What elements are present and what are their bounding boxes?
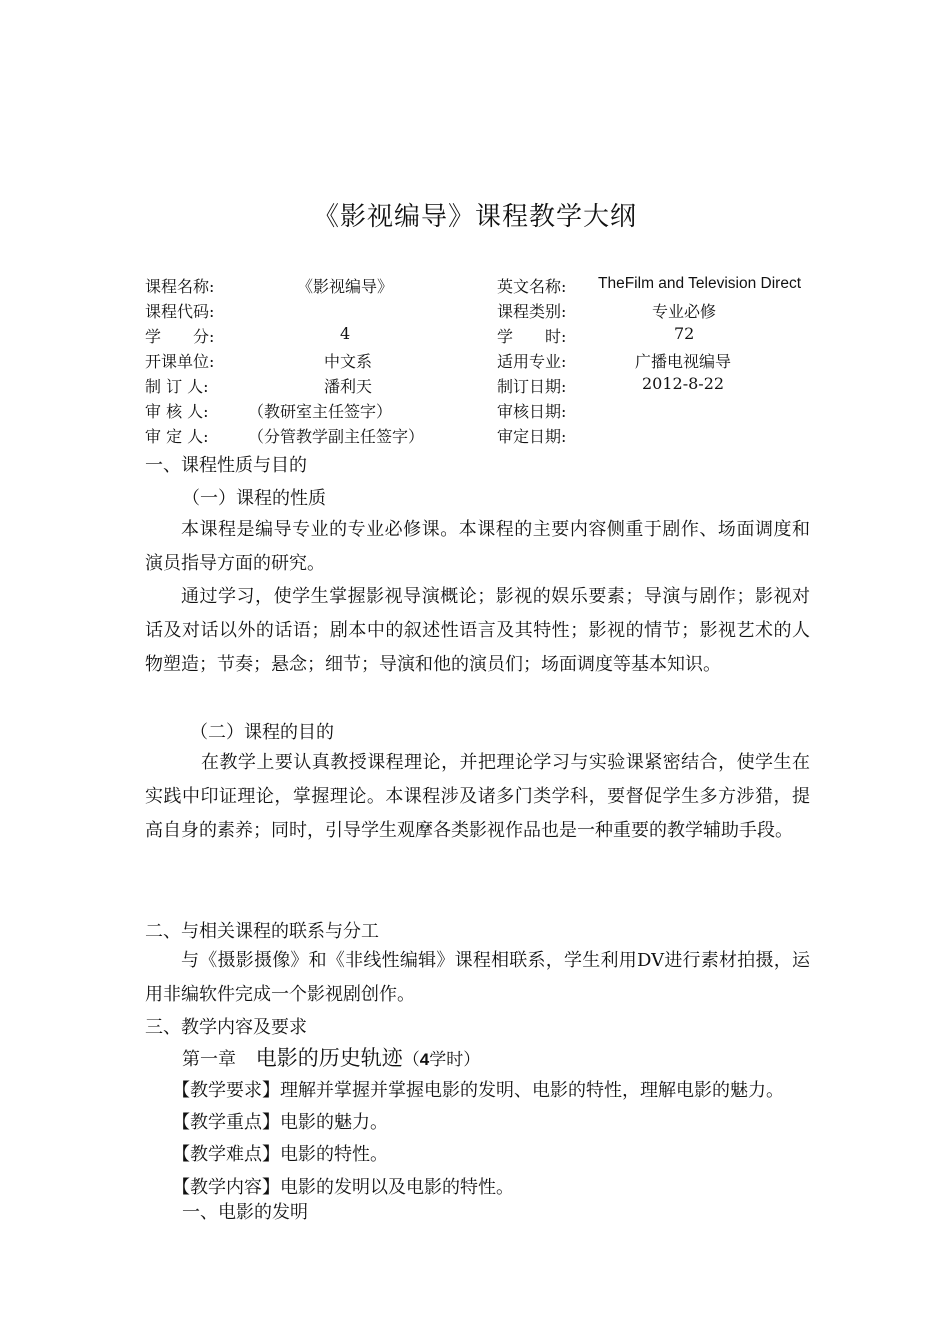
author-date-value: 2012-8-22 (642, 374, 725, 393)
reviewer-label: 审 核 人: (145, 402, 209, 421)
chapter-prefix: 第一章 (182, 1049, 236, 1070)
credit-value: 4 (340, 324, 351, 343)
chapter-heading (182, 1042, 480, 1072)
reviewer-value: （教研室主任签字） (248, 402, 393, 421)
credit-label: 学 分: (145, 327, 215, 346)
review-date-label: 审核日期: (497, 402, 567, 421)
author-date-label: 制订日期: (497, 377, 567, 396)
teaching-key-point: 【教学重点】电影的魅力。 (172, 1112, 388, 1133)
approver-label: 审 定 人: (145, 427, 209, 446)
approver-value: （分管教学副主任签字） (248, 427, 425, 446)
chapter-name: 电影的历史轨迹 (255, 1046, 403, 1070)
course-name-value: 《影视编导》 (297, 277, 394, 296)
chapter-hours-unit: 学时） (429, 1050, 481, 1070)
approve-date-label: 审定日期: (497, 427, 567, 446)
section1-paragraph-1: 本课程是编导专业的专业必修课。本课程的主要内容侧重于剧作、场面调度和演员指导方面的研究。 (145, 519, 810, 574)
document-title: 《影视编导》课程教学大纲 (312, 202, 637, 232)
course-type-label: 课程类别: (497, 302, 567, 321)
section1-paragraph-2: 通过学习，使学生掌握影视导演概论；影视的娱乐要素；导演与剧作；影视对话及对话以外的话语；剧本中的叙述性语言及其特性；影视的情节；影视艺术的人物塑造；节奏；悬念；细节；导演和他的演员们；场面调度等基本知识。 (145, 586, 810, 675)
section1-paragraph-3: 在教学上要认真教授课程理论，并把理论学习与实验课紧密结合，使学生在实践中印证理论，掌握理论。本课程涉及诸多门类学科，要督促学生多方涉猎，提高自身的素养；同时，引导学生观摩各类影视作品也是一种重要的教学辅助手段。 (145, 752, 810, 841)
author-value: 潘利天 (324, 377, 373, 396)
teaching-difficulty: 【教学难点】电影的特性。 (172, 1144, 388, 1165)
author-label: 制 订 人: (145, 377, 209, 396)
section3-heading: 三、教学内容及要求 (145, 1017, 307, 1038)
course-type-value: 专业必修 (652, 302, 717, 321)
course-name-label: 课程名称: (145, 277, 215, 296)
teaching-content: 【教学内容】电影的发明以及电影的特性。 (172, 1177, 514, 1198)
chapter-hours-number: 4 (419, 1050, 430, 1069)
hours-value: 72 (674, 324, 695, 343)
chapter-hours-open: （ (402, 1050, 420, 1070)
department-label: 开课单位: (145, 352, 215, 371)
subsection-item-1: 一、电影的发明 (182, 1202, 308, 1223)
section1-sub1-heading: （一）课程的性质 (182, 488, 326, 509)
section1-sub2-heading: （二）课程的目的 (190, 722, 334, 743)
chapter-hours (403, 1050, 480, 1070)
section1-heading: 一、课程性质与目的 (145, 455, 307, 476)
hours-label: 学 时: (497, 327, 567, 346)
teaching-requirement: 【教学要求】理解并掌握并掌握电影的发明、电影的特性，理解电影的魅力。 (172, 1080, 784, 1101)
major-value: 广播电视编导 (635, 352, 732, 371)
major-label: 适用专业: (497, 352, 567, 371)
course-code-label: 课程代码: (145, 302, 215, 321)
english-name-label: 英文名称: (497, 277, 567, 296)
section2-heading: 二、与相关课程的联系与分工 (145, 921, 379, 942)
english-name-value: TheFilm and Television Direct (598, 275, 802, 292)
department-value: 中文系 (324, 352, 373, 371)
section2-paragraph-1: 与《摄影摄像》和《非线性编辑》课程相联系，学生利用DV进行素材拍摄，运用非编软件完成一个影视剧创作。 (145, 950, 810, 1005)
